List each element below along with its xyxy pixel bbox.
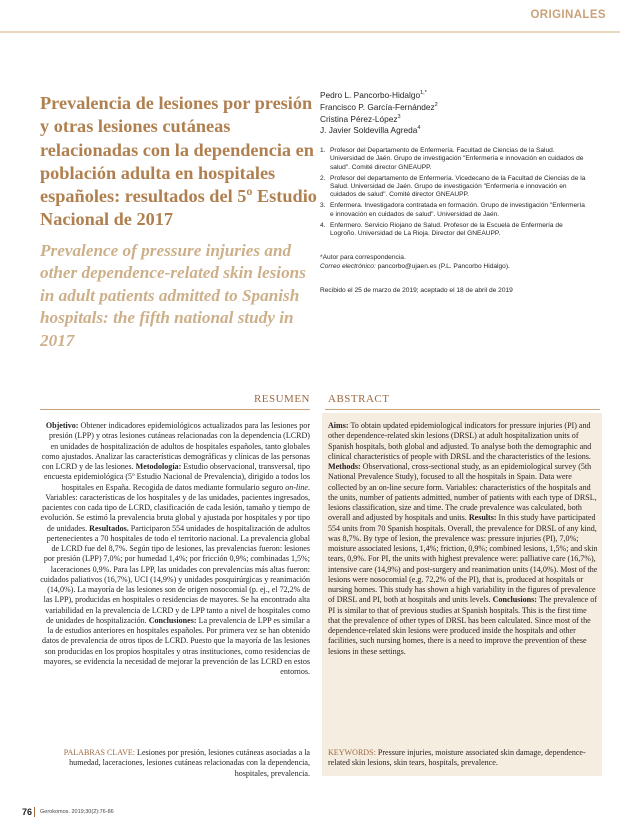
correspondence-email: Correo electrónico: pancorbo@ujaen.es (P.L. Pancorbo Hidalgo). xyxy=(320,263,510,270)
affiliation-item: 4. Enfermero. Servicio Riojano de Salud. Profesor de la Escuela de Enfermería de Logroño. Universidad de La Rioja. Director del GNEAUPP. xyxy=(320,221,563,238)
affiliation-item: 3. Enfermera. Investigadora contratada en formación. Grupo de investigación "Enfermería e innovación en cuidados de salud". Universidad de Jaén. xyxy=(320,202,585,218)
abstract-heading: ABSTRACT xyxy=(328,393,390,405)
abstract-keywords: KEYWORDS: Pressure injuries, moisture associated skin damage, dependence-related skin lesions, skin tears, hospitals, prevalence. xyxy=(328,748,586,768)
email-link[interactable]: pancorbo@ujaen.es (P.L. Pancorbo Hidalgo). xyxy=(377,263,510,270)
author-affiliation-mark: 1,* xyxy=(420,90,427,97)
journal-citation: Gerokomos. 2019;30(2):76-86 xyxy=(40,809,114,815)
author-affiliation-mark: 4 xyxy=(417,125,421,132)
section-label: ORIGINALES xyxy=(530,9,606,21)
author: Cristina Pérez-López$^3$ xyxy=(320,113,401,124)
footer-divider xyxy=(34,807,35,817)
header-band xyxy=(0,0,620,34)
correspondence-note: *Autor para correspondencia. xyxy=(320,254,406,261)
resumen-keywords: PALABRAS CLAVE: Lesiones por presión, lesiones cutáneas asociadas a la humedad, laceraciones, lesiones cutáneas relacionadas con la dependencia, hospitales, prevalencia. xyxy=(63,748,310,778)
resumen-rule xyxy=(40,409,310,410)
page-number: 76 xyxy=(22,807,33,817)
author-affiliation-mark: 3 xyxy=(397,113,401,120)
article-title-spanish: Prevalencia de lesiones por presión y otras lesiones cutáneas relacionadas con la dependencia en población adulta en hospitales españoles: resultados del 5º Estudio Nacional de 2017 xyxy=(40,93,317,230)
received-dates: Recibido el 25 de marzo de 2019; aceptado el 18 de abril de 2019 xyxy=(320,287,513,294)
abstract-rule xyxy=(325,409,600,410)
article-title-english: Prevalence of pressure injuries and other dependence-related skin lesions in adult patients admitted to Spanish hospitals: the fifth national study in 2017 xyxy=(40,241,306,350)
affiliation-item: 1. Profesor del Departamento de Enfermería. Facultad de Ciencias de la Salud. Universidad de Jaén. Grupo de investigación "Enfermería e innovación en cuidados de salud". Comité director GNEAUPP. xyxy=(320,147,584,171)
author: Pedro L. Pancorbo-Hidalgo$^{1,*}$ xyxy=(320,90,427,100)
header-rule xyxy=(0,31,620,33)
resumen-heading: RESUMEN xyxy=(253,393,310,405)
affiliation-list xyxy=(320,147,590,241)
author-list xyxy=(320,90,600,137)
correspondence xyxy=(320,253,595,271)
author: Francisco P. García-Fernández$^2$ xyxy=(320,101,438,112)
affiliation-item: 2. Profesor del departamento de Enfermería. Vicedecano de la Facultad de Ciencias de la Salud. Universidad de Jaén. Grupo de investigación "Enfermería e innovación en cuidados de salud". Comité director GNEAUPP. xyxy=(320,174,586,199)
author: J. Javier Soldevilla Agreda$^4$ xyxy=(320,125,421,136)
abstract-body: Aims: To obtain updated epidemiological indicators for pressure injuries (PI) and other dependence-related skin lesions (DRSL) at adult hospitalization units of Spanish hospitals, both global and adjusted. To analyse both the demographic and clinical characteristics of people with DRSL and the characteristics of the lesions. Methods: Observational, cross-sectional study, as an epidemiological survey (5th National Prevalence Study), focused to all the hospitals in Spain. Data were collected by an on-line secure form. Variables: characteristics of the hospitals and the units, number of patients admitted, number of patients with each type of DRSL, lesions classification, size and time. The crude prevalence was calculated, both overall and adjusted by hospitals and units. Results: In this study have participated 554 units from 70 Spanish hospitals. Overall, the prevalence for DRSL of any kind, was 8,7%. By type of lesion, the prevalence was: pressure injuries (PI), 7,0%; moisture associated lesions, 1,4%; friction, 0,9%; combined lesions, 1,5%; and skin tears, 0,9%. For PI, the units with highest prevalence were: palliative care (16,7%), intensive care (14,9%) and post-surgery and reanimation units (14,0%). Most of the lesions were nosocomial (e.g. 72,2% of the PI), that is, produced at hospitals or nursing homes. This study has shown a high variability in the figures of prevalence of DRSL and PI, both at hospitals and units levels. Conclusions: The prevalence of PI is similar to that of previous studies at Spanish hospitals. This is the first time that the prevalence of other types of DRSL has been calculated. Since most of the dependence-related skin lesions were produced inside the hospitals and other facilities, such nursing homes, there is a need to improve the prevention of these lesions in these settings. xyxy=(328,421,598,656)
author-affiliation-mark: 2 xyxy=(434,102,438,109)
resumen-body: Objetivo: Obtener indicadores epidemiológicos actualizados para las lesiones por presión (LPP) y otras lesiones cutáneas relacionadas con la dependencia (LCRD) en unidades de hospitalización de adultos de hospitales españoles, tanto globales como ajustados. Analizar las características demográficas y clínicas de las personas con LCRD y de las lesiones. Metodología: Estudio observacional, transversal, tipo encuesta epidemiológica (5º Estudio Nacional de Prevalencia), dirigido a todos los hospitales en España. Recogida de datos mediante formulario seguro on-line. Variables: características de los hospitales y de las unidades, pacientes ingresados, pacientes con cada tipo de LCRD, clasificación de cada lesión, tamaño y tiempo de evolución. Se estimó la prevalencia bruta global y ajustada por hospitales y por tipo de unidades. Resultados. Participaron 554 unidades de hospitalización de adultos pertenecientes a 70 hospitales de todo el territorio nacional. La prevalencia global de LCRD fue del 8,7%. Según tipo de lesiones, las prevalencias fueron: lesiones por presión (LPP) 7,0%; por humedad 1,4%; por fricción 0,9%; combinadas 1,5%; laceraciones 0,9%. Para las LPP, las unidades con prevalencias más altas fueron: cuidados paliativos (16,7%), UCI (14,9%) y unidades posquirúrgicas y reanimación (14,0%). La mayoría de las lesiones son de origen nosocomial (p. ej., el 72,2% de las LPP), producidas en hospitales o residencias de mayores. Se ha encontrado alta variabilidad en la prevalencia de LCRD y de LPP tanto a nivel de hospitales como de unidades de hospitalización. Conclusiones: La prevalencia de LPP es similar a la de estudios anteriores en hospitales españoles. Por primera vez se han obtenido datos de prevalencia de otros tipos de LCRD. Puesto que la mayoría de las lesiones son producidas en los propios hospitales y otras instituciones, como residencias de mayores, se evidencia la necesidad de mejorar la prevención de las LCRD en estos entornos. xyxy=(40,421,310,676)
